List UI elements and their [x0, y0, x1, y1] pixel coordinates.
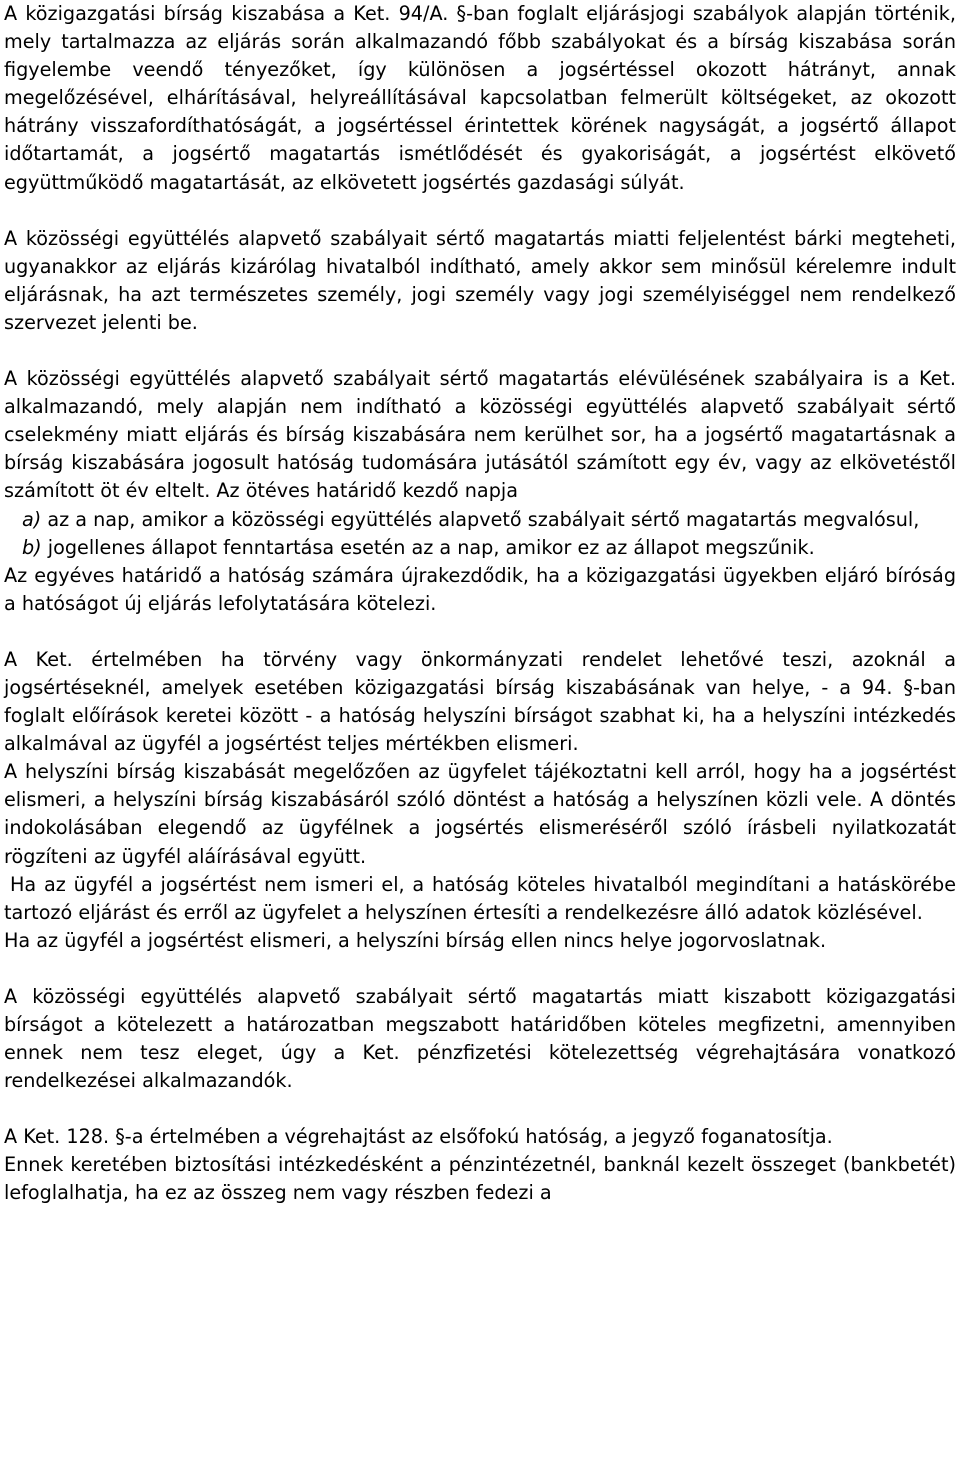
paragraph-enforcement: A Ket. 128. §-a értelmében a végrehajtást az elsőfokú hatóság, a jegyző foganatosítja. [4, 1125, 833, 1149]
paragraph-onsite-fine: A Ket. értelmében ha törvény vagy önkormányzati rendelet lehetővé teszi, azoknál a jogsértéseknél, amelyek esetében közigazgatási bírság kiszabásának van helye, - a 94. §-ban foglalt előírások keretei között - a hatóság helyszíni bírságot szabhat ki, ha a helyszíni intézkedés alkalmával az ügyfél a jogsértést teljes mértékben elismeri. [4, 647, 956, 756]
paragraph-no-remedy: Ha az ügyfél a jogsértést elismeri, a helyszíni bírság ellen nincs helye jogorvoslatnak. [4, 928, 827, 952]
list-item-a [4, 506, 956, 534]
paragraph-security-measure: Ennek keretében biztosítási intézkedésként a pénzintézetnél, banknál kezelt összeget (bankbetét) lefoglalhatja, ha ez az összeg nem vagy részben fedezi a [4, 1153, 956, 1205]
list-item-b [4, 534, 956, 562]
paragraph-onsite-information: A helyszíni bírság kiszabását megelőzően az ügyfelet tájékoztatni kell arról, hogy ha a jogsértést elismeri, a helyszíni bírság kiszabásáról szóló döntést a hatóság a helyszínen közli vele. A döntés indokolásában elegendő az ügyfélnek a jogsértés elismeréséről szóló írásbeli nyilatkozatát rögzíteni az ügyfél aláírásával együtt. [4, 760, 956, 868]
paragraph-limitation: A közösségi együttélés alapvető szabályait sértő magatartás elévülésének szabályaira is a Ket. alkalmazandó, mely alapján nem indítható a közösségi együttélés alapvető szabályait sértő cselekmény miatt eljárás és bírság kiszabására nem kerülhet sor, ha a jogsértő magatartásnak a bírság kiszabására jogosult hatóság tudomására jutásától számított egy év, vagy az elkövetéstől számított öt év eltelt. Az ötéves határidő kezdő napja [4, 367, 956, 503]
paragraph-gap [4, 618, 956, 646]
paragraph-complaint: A közösségi együttélés alapvető szabályait sértő magatartás miatti feljelentést bárki megteheti, ugyanakkor az eljárás kizárólag hivatalból indítható, amely akkor sem minősül kérelemre indult eljárásnak, ha azt természetes személy, jogi személy vagy jogi személyiséggel nem rendelkező szervezet jelenti be. [4, 226, 956, 334]
paragraph-gap [4, 337, 956, 365]
list-item-marker: a) [22, 507, 42, 531]
list-item-marker: b) [22, 535, 42, 559]
paragraph-one-year-deadline: Az egyéves határidő a hatóság számára újrakezdődik, ha a közigazgatási ügyekben eljáró bíróság a hatóságot új eljárás lefolytatására kötelezi. [4, 563, 956, 615]
paragraph-payment: A közösségi együttélés alapvető szabályait sértő magatartás miatt kiszabott közigazgatási bírságot a kötelezett a határozatban megszabott határidőben köteles megfizetni, amennyiben ennek nem tesz eleget, úgy a Ket. pénzfizetési kötelezettség végrehajtására vonatkozó rendelkezései alkalmazandók. [4, 984, 956, 1093]
paragraph-gap [4, 197, 956, 225]
paragraph-gap [4, 955, 956, 983]
paragraph-not-admitted: Ha az ügyfél a jogsértést nem ismeri el, a hatóság köteles hivatalból megindítani a hatáskörébe tartozó eljárást és erről az ügyfelet a helyszínen értesíti a rendelkezésre álló adatok közlésével. [4, 872, 956, 924]
paragraph-gap [4, 1095, 956, 1123]
list-item-text: az a nap, amikor a közösségi együttélés alapvető szabályait sértő magatartás megvalósul, [47, 507, 920, 531]
paragraph-fine-imposition: A közigazgatási bírság kiszabása a Ket. 94/A. §-ban foglalt eljárásjogi szabályok alapján történik, mely tartalmazza az eljárás során alkalmazandó főbb szabályokat és a bírság kiszabása során figyelembe veendő tényezőket, így különösen a jogsértéssel okozott hátrányt, annak megelőzésével, elhárításával, helyreállításával kapcsolatban felmerült költségeket, az okozott hátrány visszafordíthatóságát, a jogsértéssel érintettek körének nagyságát, a jogsértő állapot időtartamát, a jogsértő magatartás ismétlődését és gyakoriságát, a jogsértést elkövető együttműködő magatartását, az elkövetett jogsértés gazdasági súlyát. [4, 2, 956, 194]
list-item-text: jogellenes állapot fenntartása esetén az a nap, amikor ez az állapot megszűnik. [47, 535, 815, 559]
